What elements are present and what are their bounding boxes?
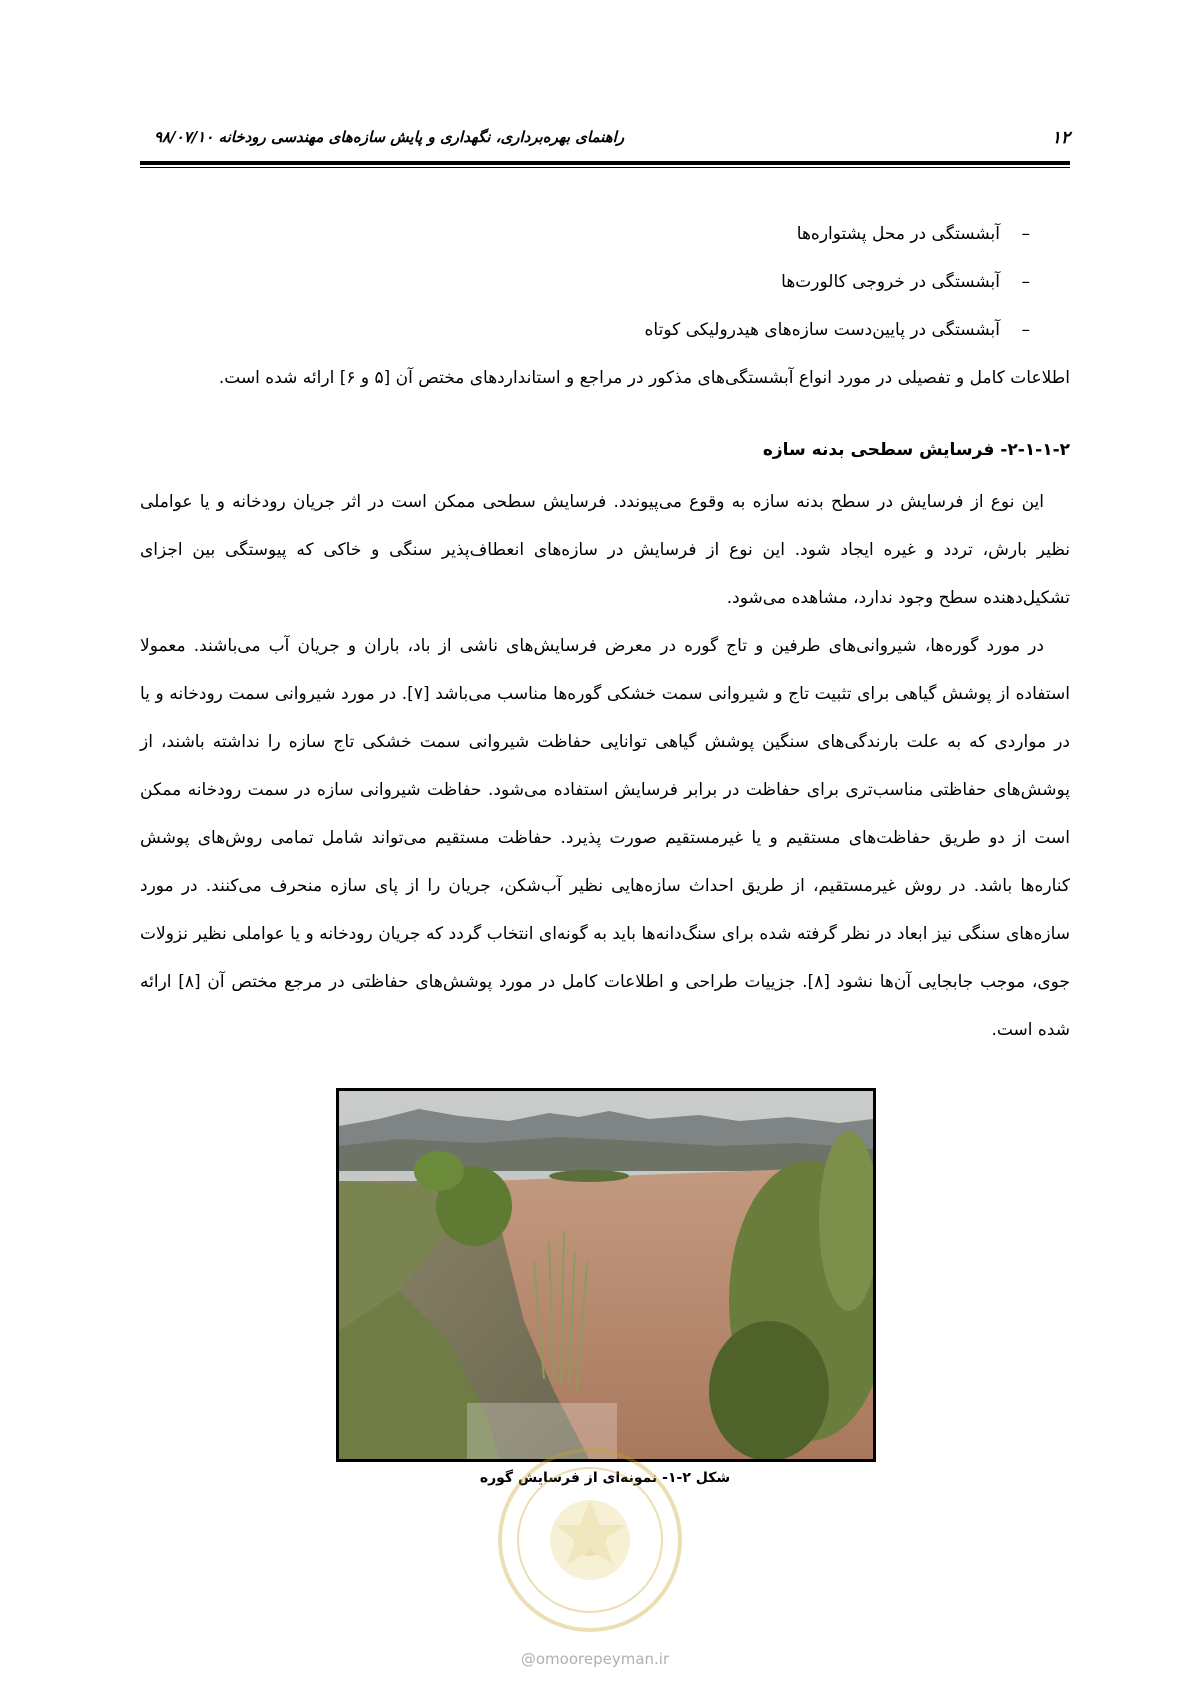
bullet-marker: –: [1021, 272, 1030, 292]
watermark-site: [0, 1650, 1190, 1668]
bullet-text: آبشستگی در محل پشتواره‌ها: [796, 224, 1000, 244]
body-paragraph-2: در مورد گوره‌ها، شیروانی‌های طرفین و تاج گوره در معرض فرسایش‌های ناشی از باد، باران و جریان آب می‌باشند. معمولا استفاده از پوشش گیاهی برای تثبیت تاج و شیروانی سمت خشکی گوره‌ها مناسب می‌باشد [۷]. در مورد شیروانی سمت رودخانه و یا در مواردی که به علت بارندگی‌های سنگین پوشش گیاهی توانایی حفاظت شیروانی سمت خشکی تاج سازه را نداشته باشند، از پوشش‌های حفاظتی مناسب‌تری برای حفاظت در برابر فرسایش استفاده می‌شود. حفاظت شیروانی سازه در سمت رودخانه ممکن است از دو طریق حفاظت‌های مستقیم و یا غیرمستقیم صورت پذیرد. حفاظت مستقیم می‌تواند شامل تمامی روش‌های پوشش کناره‌ها باشد. در روش غیرمستقیم، از طریق احداث سازه‌هایی نظیر آب‌شکن، جریان را از پای سازه منحرف می‌کنند. در مورد سازه‌های سنگی نیز ابعاد در نظر گرفته شده برای سنگ‌دانه‌ها باید به گونه‌ای انتخاب گردد که جریان رودخانه و یا عواملی نظیر نزولات جوی، موجب جابجایی آن‌ها نشود [۸]. جزییات طراحی و اطلاعات کامل در مورد پوشش‌های حفاظتی در مرجع مختص آن [۸] ارائه شده است.: [140, 636, 1070, 1040]
header-title: راهنمای بهره‌برداری، نگهداری و پایش سازه‌های مهندسی رودخانه: [218, 128, 625, 146]
list-item: [140, 306, 1030, 354]
river-bank-erosion-photo: [339, 1091, 873, 1459]
header-rule-thick: [140, 161, 1070, 165]
header-date: ۹۸/۰۷/۱۰: [154, 128, 214, 146]
body-paragraph-1: این نوع از فرسایش در سطح بدنه سازه به وقوع می‌پیوندد. فرسایش سطحی ممکن است در اثر جریان رودخانه و یا عواملی نظیر بارش، تردد و غیره ایجاد شود. این نوع از فرسایش در سازه‌های انعطاف‌پذیر سنگی و خاکی که پیوستگی بین اجزای تشکیل‌دهنده سطح وجود ندارد، مشاهده می‌شود.: [140, 492, 1070, 608]
figure-photo: [336, 1088, 876, 1462]
page-header: [140, 128, 1070, 158]
bullet-list: [140, 210, 1070, 354]
bullet-text: آبشستگی در پایین‌دست سازه‌های هیدرولیکی کوتاه: [644, 320, 1000, 340]
watermark-site-text: omoorepeyman.ir: [535, 1650, 670, 1668]
header-title-line: [140, 128, 624, 146]
bullet-marker: –: [1021, 224, 1030, 244]
seal-logo-icon: [495, 1445, 685, 1635]
section-heading: ۲-۱-۱-۲- فرسایش سطحی بدنه سازه: [762, 440, 1070, 460]
figure-caption: شکل ۲-۱- نمونه‌ای از فرسایش گوره: [479, 1470, 731, 1486]
header-rule-thin: [140, 167, 1070, 168]
list-item: [140, 258, 1030, 306]
page-body: [140, 210, 1070, 1054]
page-number: ۱۲: [1051, 128, 1070, 148]
bullet-marker: –: [1021, 320, 1030, 340]
list-item: [140, 210, 1030, 258]
intro-paragraph: اطلاعات کامل و تفصیلی در مورد انواع آبشستگی‌های مذکور در مراجع و استانداردهای مختص آن [۵ و ۶] ارائه شده است.: [218, 368, 1070, 388]
at-sign-icon: @: [520, 1650, 536, 1668]
bullet-text: آبشستگی در خروجی کالورت‌ها: [781, 272, 1000, 292]
